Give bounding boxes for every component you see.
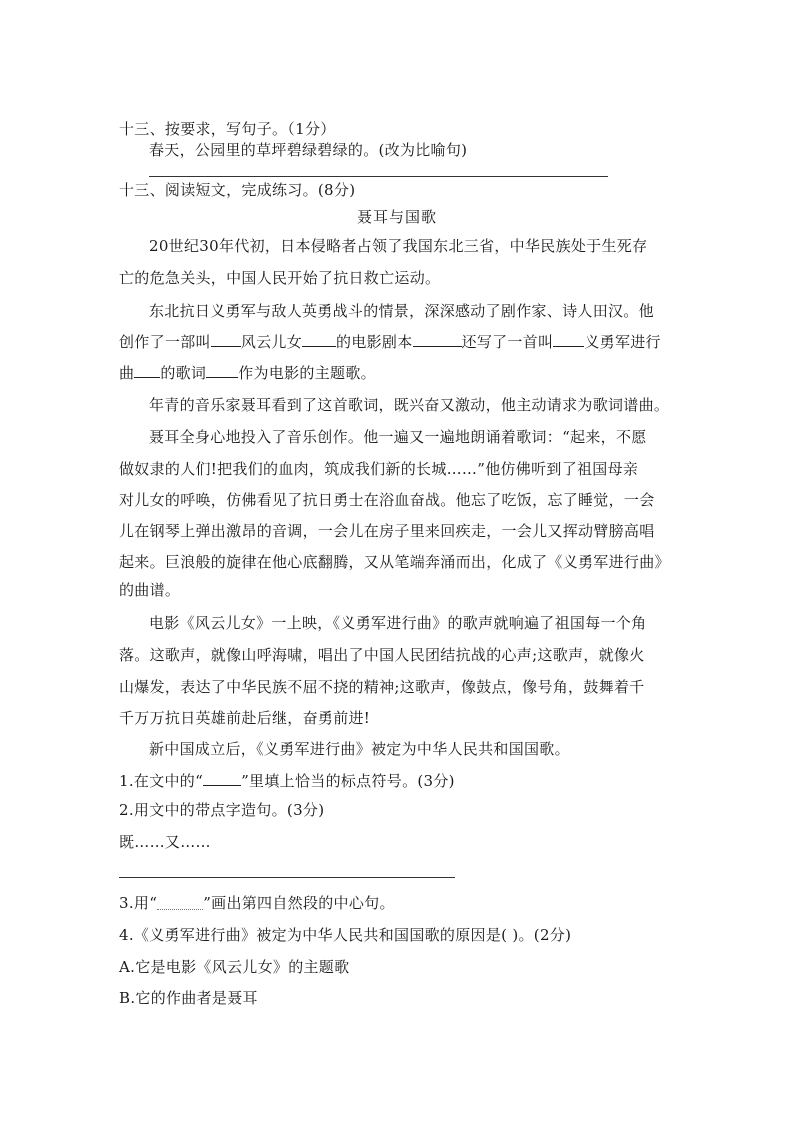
question-3 (119, 893, 395, 913)
punctuation-blank[interactable] (206, 361, 238, 378)
passage-p1-line1: 20世纪30年代初，日本侵略者占领了我国东北三省，中华民族处于生死存 (149, 237, 648, 255)
section-heading-reading: 十三、阅读短文，完成练习。(8分) (119, 181, 356, 199)
text-fragment: 风云儿女 (240, 333, 303, 351)
question-text: 1.在文中的“ (119, 772, 204, 790)
passage-p4-line1: 聂耳全身心地投入了音乐创作。他一遍又一遍地朗诵着歌词：“起来，不愿 (149, 428, 647, 446)
answer-line-sentence[interactable] (119, 877, 455, 878)
punctuation-blank[interactable] (134, 361, 160, 378)
example-blank (203, 769, 241, 786)
text-fragment: 创作了一部叫 (119, 333, 211, 351)
passage-p4-line3: 对儿女的呼唤，仿佛看见了抗日勇士在浴血奋战。他忘了吃饭，忘了睡觉，一会 (119, 491, 655, 509)
passage-p5-line3: 山爆发，表达了中华民族不屈不挠的精神;这歌声，像鼓点，像号角，鼓舞着千 (119, 678, 645, 696)
section-heading-rewrite: 十三、按要求，写句子。（1分） (119, 120, 336, 138)
question-2-words: 既……又…… (119, 833, 211, 851)
passage-p2-line1: 东北抗日义勇军与敌人英勇战斗的情景，深深感动了剧作家、诗人田汉。他 (149, 302, 654, 320)
text-fragment: 作为电影的主题歌。 (238, 364, 376, 382)
passage-p4-line5: 起来。巨浪般的旋律在他心底翻腾，又从笔端奔涌而出，化成了《义勇军进行曲》 (119, 553, 670, 571)
passage-p5-line4: 千万万抗日英雄前赴后继，奋勇前进! (119, 709, 371, 727)
punctuation-blank[interactable] (211, 330, 241, 347)
passage-p5-line2: 落。这歌声，就像山呼海啸，唱出了中国人民团结抗战的心声;这歌声，就像火 (119, 646, 645, 664)
wavy-underline-example (157, 899, 203, 910)
text-fragment: 义勇军进行 (584, 333, 661, 351)
question-text: ”画出第四自然段的中心句。 (203, 894, 395, 912)
passage-title: 聂耳与国歌 (356, 208, 437, 226)
question-4: 4.《义勇军进行曲》被定为中华人民共和国国歌的原因是( )。(2分) (119, 926, 572, 944)
punctuation-blank[interactable] (413, 330, 462, 347)
text-fragment: 的电影剧本 (336, 333, 413, 351)
text-fragment: 曲 (119, 364, 135, 382)
passage-p3: 年青的音乐家聂耳看到了这首歌词，既兴奋又激动，他主动请求为歌词谱曲。 (149, 396, 670, 414)
passage-p6: 新中国成立后，《义勇军进行曲》被定为中华人民共和国国歌。 (149, 740, 570, 758)
answer-line-rewrite[interactable] (149, 176, 608, 177)
question-text: ”里填上恰当的标点符号。(3分) (241, 772, 455, 790)
passage-p4-line2: 做奴隶的人们!把我们的血肉，筑成我们新的长城……”他仿佛听到了祖国母亲 (119, 460, 639, 478)
punctuation-blank[interactable] (302, 330, 336, 347)
passage-p5-line1: 电影《风云儿女》一上映，《义勇军进行曲》的歌声就响遍了祖国每一个角 (149, 614, 647, 632)
passage-p4-line4: 儿在钢琴上弹出激昂的音调，一会儿在房子里来回疾走，一会儿又挥动臂膀高唱 (119, 522, 655, 540)
option-b[interactable]: B.它的作曲者是聂耳 (119, 989, 258, 1007)
passage-p1-line2: 亡的危急关头，中国人民开始了抗日救亡运动。 (119, 269, 441, 287)
passage-p2-line2 (119, 330, 661, 352)
question-2: 2.用文中的带点字造句。(3分) (119, 801, 325, 819)
question-1 (119, 769, 455, 791)
text-fragment: 的歌词 (160, 364, 207, 382)
option-a[interactable]: A.它是电影《风云儿女》的主题歌 (119, 958, 350, 976)
passage-p2-line3 (119, 361, 376, 383)
text-fragment: 还写了一首叫 (461, 333, 554, 351)
question-text: 3.用“ (119, 894, 158, 912)
passage-p4-line6: 的曲谱。 (119, 581, 181, 599)
rewrite-prompt: 春天，公园里的草坪碧绿碧绿的。(改为比喻句) (149, 141, 468, 159)
punctuation-blank[interactable] (553, 330, 584, 347)
